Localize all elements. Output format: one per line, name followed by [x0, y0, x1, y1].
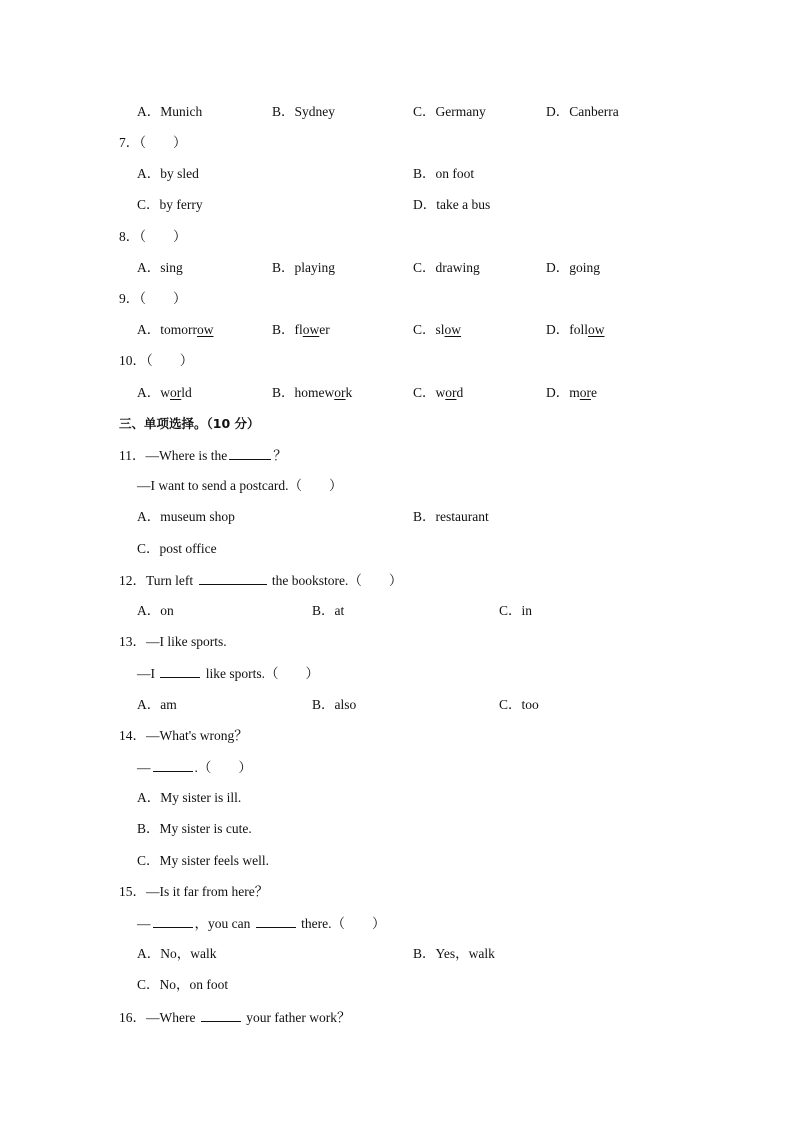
answer-blank: [229, 447, 271, 460]
q14-response: — .（ ）: [137, 760, 252, 775]
q9-option-b: B．flower: [272, 322, 330, 337]
q11-option-c: C．post office: [137, 541, 217, 556]
q14-option-a: A．My sister is ill.: [137, 790, 242, 805]
q13-option-c: C．too: [499, 697, 539, 712]
q8-option-c: C．drawing: [413, 260, 480, 275]
q13-stem: 13．—I like sports.: [119, 634, 227, 649]
q6-option-c: C．Germany: [413, 104, 486, 119]
q15-option-a: A．No，walk: [137, 946, 217, 961]
q8-option-b: B．playing: [272, 260, 336, 275]
q11-stem: 11．—Where is the ？: [119, 448, 287, 463]
q15-response: — ，you can there.（ ）: [137, 916, 386, 931]
q6-option-b: B．Sydney: [272, 104, 336, 119]
q11-option-b: B．restaurant: [413, 509, 489, 524]
answer-blank: [199, 572, 267, 585]
q8-option-d: D．going: [546, 260, 601, 275]
q7-option-b: B．on foot: [413, 166, 475, 181]
q9-option-c: C．slow: [413, 322, 462, 337]
answer-blank: [201, 1009, 241, 1022]
q11-option-a: A．museum shop: [137, 509, 235, 524]
q9-stem: 9．（ ）: [119, 291, 187, 306]
q9-option-a: A．tomorrow: [137, 322, 214, 337]
q12-option-a: A．on: [137, 603, 174, 618]
q12-option-c: C．in: [499, 603, 533, 618]
q15-stem: 15．—Is it far from here？: [119, 884, 269, 899]
q16-stem: 16．—Where your father work？: [119, 1010, 351, 1025]
q8-option-a: A．sing: [137, 260, 183, 275]
q6-option-d: D．Canberra: [546, 104, 619, 119]
section-heading: 三、单项选择。（10 分）: [119, 416, 260, 431]
q8-stem: 8．（ ）: [119, 229, 187, 244]
q7-option-c: C．by ferry: [137, 197, 203, 212]
q13-response: —I like sports.（ ）: [137, 666, 319, 681]
answer-blank: [160, 665, 200, 678]
q10-option-d: D．more: [546, 385, 598, 400]
q14-stem: 14．—What's wrong？: [119, 728, 248, 743]
q9-option-d: D．follow: [546, 322, 605, 337]
q10-stem: 10．（ ）: [119, 353, 194, 368]
q13-option-b: B．also: [312, 697, 357, 712]
q7-option-d: D．take a bus: [413, 197, 491, 212]
q14-option-c: C．My sister feels well.: [137, 853, 269, 868]
q6-option-a: A．Munich: [137, 104, 203, 119]
answer-blank: [153, 915, 193, 928]
q10-option-a: A．world: [137, 385, 192, 400]
answer-blank: [153, 759, 193, 772]
q10-option-b: B．homework: [272, 385, 353, 400]
q7-option-a: A．by sled: [137, 166, 199, 181]
q14-option-b: B．My sister is cute.: [137, 821, 252, 836]
q13-option-a: A．am: [137, 697, 177, 712]
q12-stem: 12．Turn left the bookstore.（ ）: [119, 573, 403, 588]
q15-option-b: B．Yes，walk: [413, 946, 495, 961]
q11-response: —I want to send a postcard.（ ）: [137, 478, 343, 493]
answer-blank: [256, 915, 296, 928]
q12-option-b: B．at: [312, 603, 345, 618]
q10-option-c: C．word: [413, 385, 464, 400]
q15-option-c: C．No，on foot: [137, 977, 229, 992]
q7-stem: 7．（ ）: [119, 135, 187, 150]
